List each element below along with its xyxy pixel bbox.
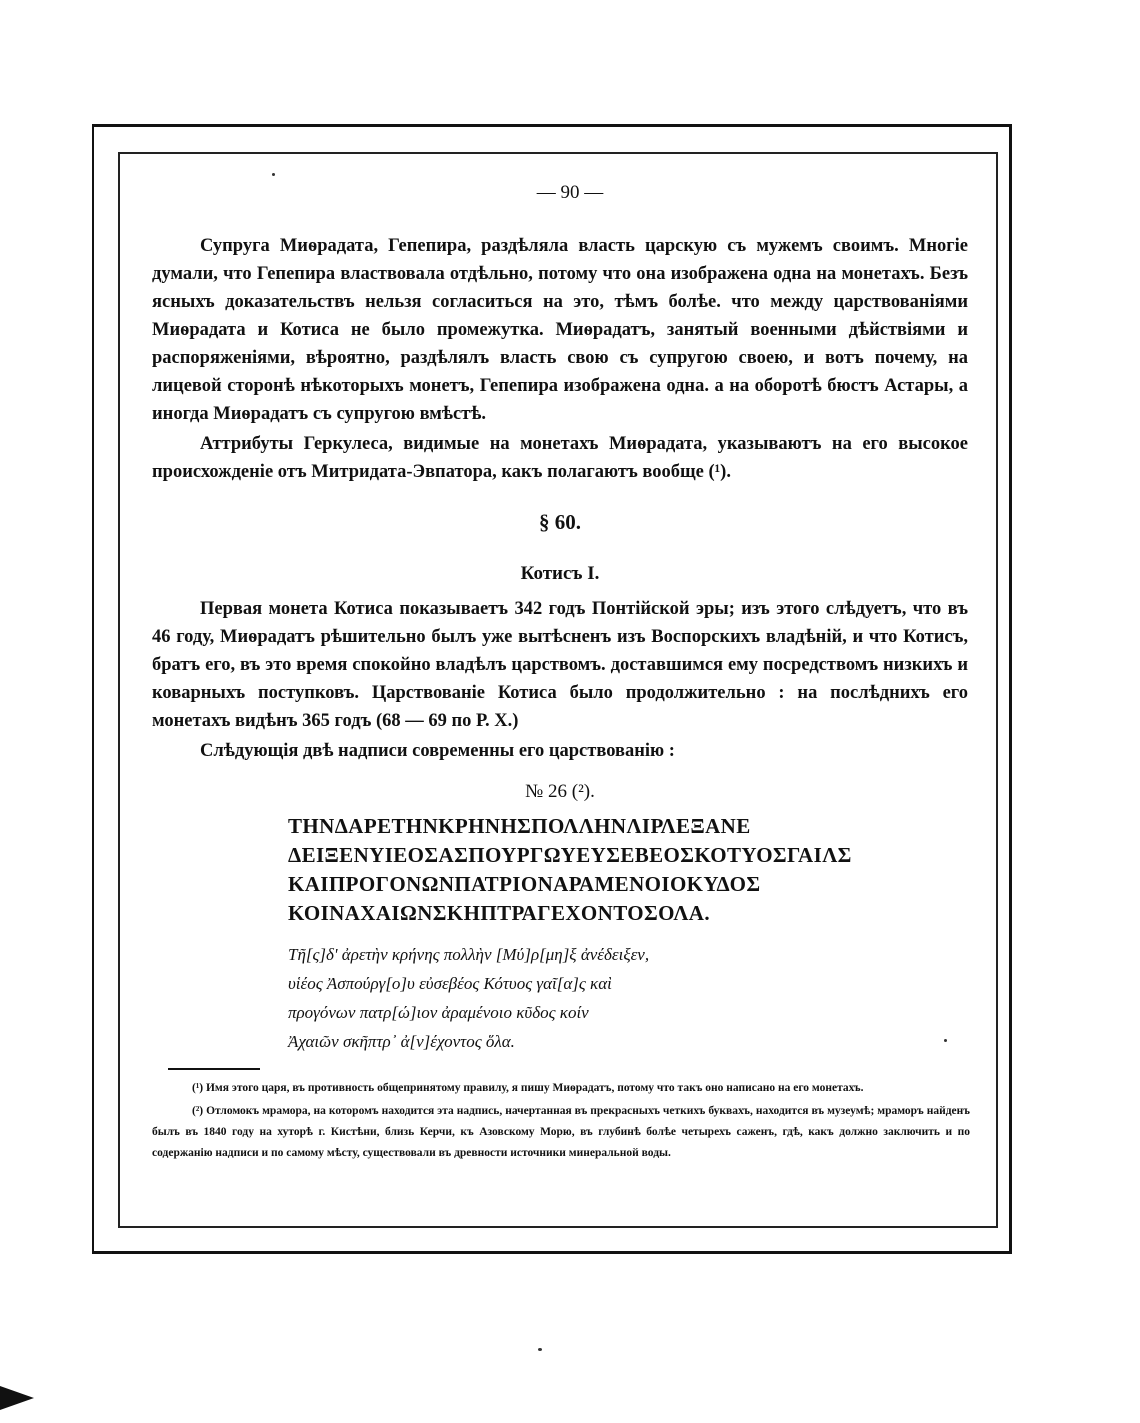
inscription-line: ΚΑΙΠΡΟΓΟΝΩΝΠΑΤΡΙΟΝΑΡΑΜΕΝΟΙΟΚΥΔΟΣ xyxy=(288,872,761,896)
ruler-title: Котисъ I. xyxy=(520,563,600,584)
inscription-capitals xyxy=(288,812,928,928)
body-text-block-1 xyxy=(152,232,968,486)
speck-dot xyxy=(538,1348,542,1351)
inscription-label: № 26 (²). xyxy=(525,781,595,802)
body-text-block-2 xyxy=(152,595,968,765)
transcription-line: προγόνων πατρ[ώ]ιον ἀραμένοιο κῦδος κοίν xyxy=(288,1003,589,1022)
footnote-1: (¹) Имя этого царя, въ противность общепринятому правилу, я пишу Миѳрадатъ, потому что такъ оно написано на его монетахъ. xyxy=(192,1082,864,1094)
inscription-transcription xyxy=(288,940,928,1056)
speck-dot xyxy=(272,173,275,176)
page-number: — 90 — xyxy=(536,182,604,203)
paragraph-4: Слѣдующія двѣ надписи современны его царствованію : xyxy=(200,741,675,761)
footnote-2: (²) Отломокъ мрамора, на которомъ находится эта надпись, начертанная въ прекрасныхъ четкихъ буквахъ, находится въ музеумѣ; мраморъ найденъ былъ въ 1840 году на хуторѣ г. Кистѣни, близь Керчи, къ Азовскому Морю, въ глубинѣ болѣе четырехъ саженъ, гдѣ, какъ должно заключить и по содержанію надписи и по самому мѣсту, существовали въ древности источники минеральной воды. xyxy=(152,1105,970,1159)
paragraph-3: Первая монета Котиса показываетъ 342 годъ Понтійской эры; изъ этого слѣдуетъ, что въ 46 году, Миѳрадатъ рѣшительно былъ уже вытѣсненъ изъ Воспорскихъ владѣній, и что Котисъ, братъ его, въ это время спокойно владѣлъ царствомъ. доставшимся ему посредствомъ низкихъ и коварныхъ поступковъ. Царствованіе Котиса было продолжительно : на послѣднихъ его монетахъ видѣнъ 365 годъ (68 — 69 по Р. Х.) xyxy=(152,599,968,731)
transcription-line: Τῆ[ς]δ' ἀρετὴν κρήνης πολλὴν [Μύ]ρ[μη]ξ ἀνέδειξεν, xyxy=(288,945,650,964)
footnotes xyxy=(152,1078,970,1164)
transcription-line: Ἀχαιῶν σκῆπτρ᾽ ἀ[ν]έχοντος ὅλα. xyxy=(288,1032,515,1051)
footnote-separator xyxy=(168,1068,260,1070)
inscription-line: ΔΕΙΞΕΝΥΙΕΟΣΑΣΠΟΥΡΓΩΥΕΥΣΕΒΕΟΣΚΟΤΥΟΣΓΑΙΛΣ xyxy=(288,843,852,867)
paragraph-2: Аттрибуты Геркулеса, видимые на монетахъ Миѳрадата, указываютъ на его высокое происхожденіе отъ Митридата-Эвпатора, какъ полагаютъ вообще (¹). xyxy=(152,434,968,482)
section-heading: § 60. xyxy=(539,510,581,534)
speck-dot xyxy=(944,1039,947,1042)
transcription-line: υἱέος Ἀσπούργ[ο]υ εὐσεβέος Κότυος γαῖ[α]ς καὶ xyxy=(288,974,612,993)
inscription-line: ΤΗΝΔΑΡΕΤΗΝΚΡΗΝΗΣΠΟΛΛΗΝΛΙΡΛΕΞΑΝΕ xyxy=(288,814,751,838)
scan-edge-mark xyxy=(0,1386,34,1410)
inscription-line: ΚΟΙΝΑΧΑΙΩΝΣΚΗΠΤΡΑΓΕΧΟΝΤΟΣΟΛΑ. xyxy=(288,901,710,925)
paragraph-1: Супруга Миѳрадата, Гепепира, раздѣляла власть царскую съ мужемъ своимъ. Многіе думали, что Гепепира властвовала отдѣльно, потому что она изображена одна на монетахъ. Безъ ясныхъ доказательствъ нельзя согласиться на это, тѣмъ болѣе. что между царствованіями Миѳрадата и Котиса не было промежутка. Миѳрадатъ, занятый военными дѣйствіями и распоряженіями, вѣроятно, раздѣлялъ власть свою съ супругою своею, и вотъ почему, на лицевой сторонѣ нѣкоторыхъ монетъ, Гепепира изображена одна. а на оборотѣ бюстъ Астары, а иногда Миѳрадатъ съ супругою вмѣстѣ. xyxy=(152,236,968,424)
